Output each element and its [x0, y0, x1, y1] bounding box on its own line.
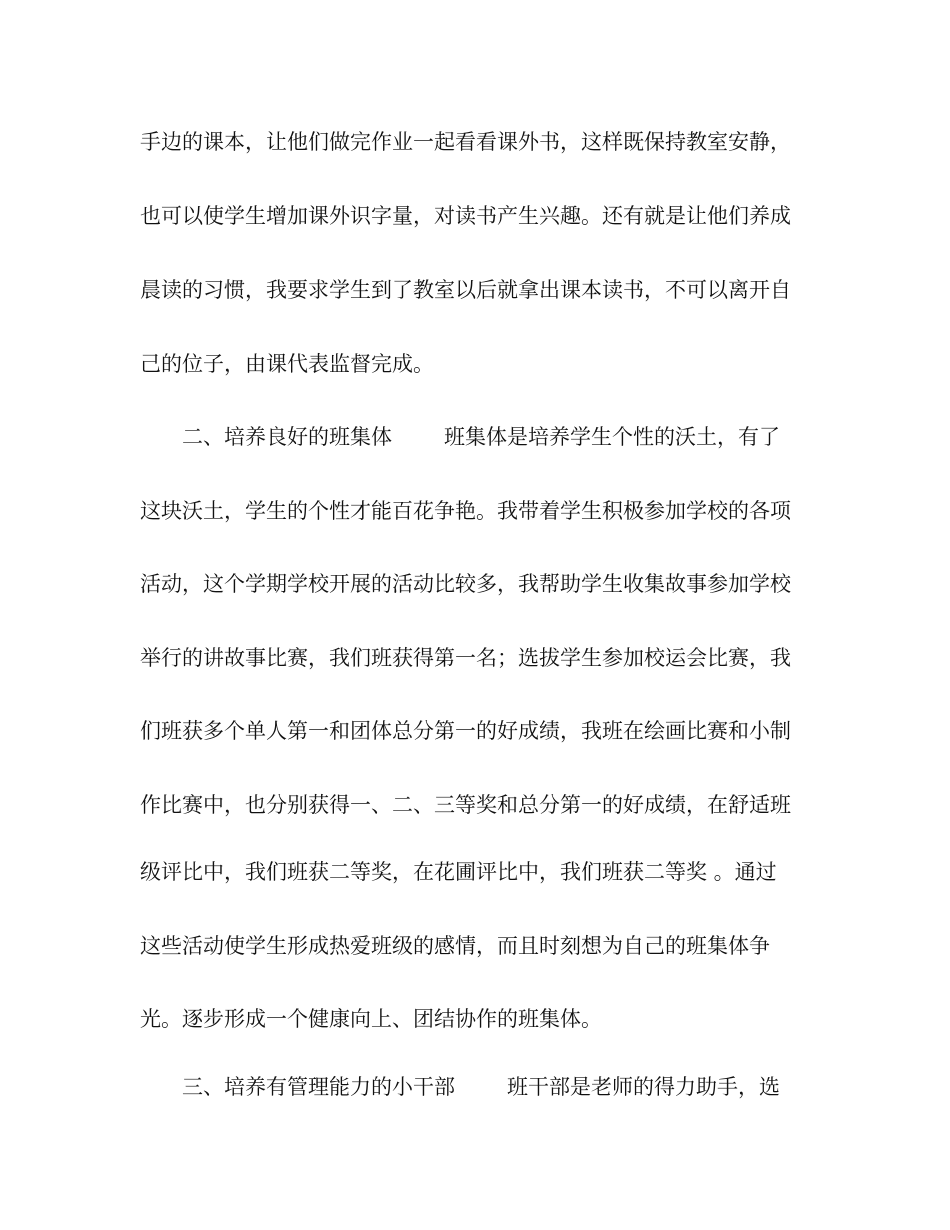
text-line: 活动，这个学期学校开展的活动比较多，我帮助学生收集故事参加学校 — [140, 572, 791, 596]
text-line: 级评比中，我们班获二等奖，在花圃评比中，我们班获二等奖 。通过 — [140, 860, 777, 884]
section-3-text: 班干部是老师的得力助手，选 — [507, 1075, 780, 1099]
text-line: 这块沃土，学生的个性才能百花争艳。我带着学生积极参加学校的各项 — [140, 499, 791, 523]
section-3-heading: 三、培养有管理能力的小干部 — [182, 1075, 455, 1099]
text-line: 作比赛中，也分别获得一、二、三等奖和总分第一的好成绩，在舒适班 — [140, 793, 791, 817]
text-line: 己的位子，由课代表监督完成。 — [140, 352, 434, 376]
section-3-first-line — [182, 1072, 822, 1102]
text-line: 也可以使学生增加课外识字量，对读书产生兴趣。还有就是让他们养成 — [140, 204, 791, 228]
text-line: 们班获多个单人第一和团体总分第一的好成绩，我班在绘画比赛和小制 — [140, 719, 791, 743]
text-line: 举行的讲故事比赛，我们班获得第一名；选拔学生参加校运会比赛，我 — [140, 646, 791, 670]
text-line: 这些活动使学生形成热爱班级的感情，而且时刻想为自己的班集体争 — [140, 934, 770, 958]
section-2-first-line — [182, 422, 822, 452]
section-2-text: 班集体是培养学生个性的沃土，有了 — [444, 425, 780, 449]
text-line: 手边的课本，让他们做完作业一起看看课外书，这样既保持教室安静， — [140, 130, 791, 154]
text-line: 晨读的习惯，我要求学生到了教室以后就拿出课本读书，不可以离开自 — [140, 278, 791, 302]
section-2-heading: 二、培养良好的班集体 — [182, 425, 392, 449]
text-line: 光。逐步形成一个健康向上、团结协作的班集体。 — [140, 1007, 602, 1031]
